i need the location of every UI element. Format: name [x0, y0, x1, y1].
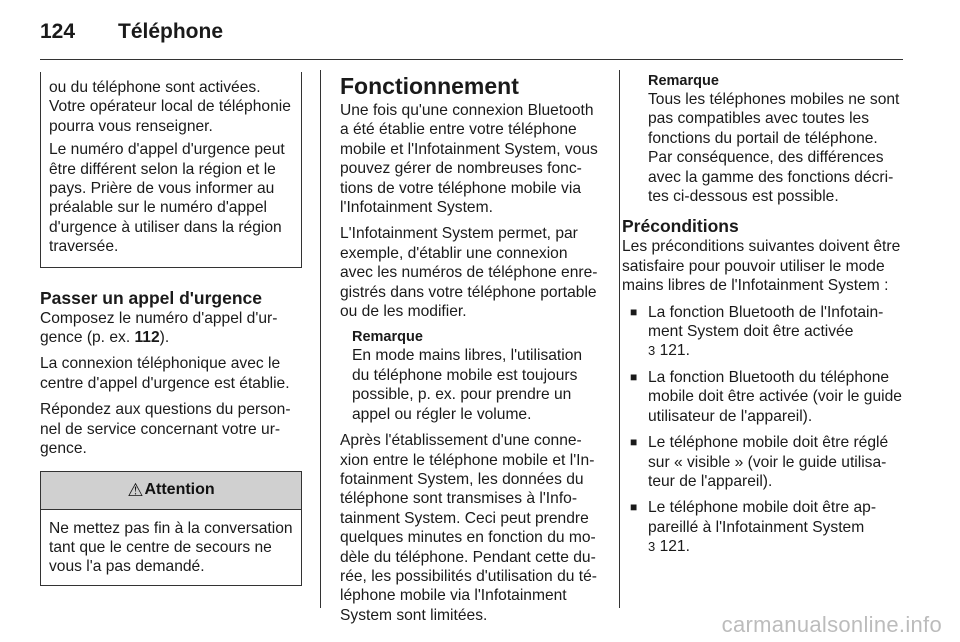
watermark: carmanualsonline.info — [721, 612, 942, 637]
square-bullet-icon: ■ — [630, 369, 638, 384]
attention-header — [41, 472, 301, 510]
section-heading-operation: Fonctionnement — [340, 73, 519, 99]
note-text: Tous les téléphones mobiles ne sont pas compatibles avec toutes les fonctions du portail de téléphone. Par conséquence, des différences avec la gamme des fonctions décrites ci-dessous est possible. — [648, 91, 900, 206]
paragraph: Une fois qu'une connexion Bluetooth a été établie entre votre téléphone mobile et l'Infotainment System, vous pouvez gérer de nombreuses fonctions de votre téléphone mobile via l'Infotainment System. — [340, 102, 598, 217]
note-block — [340, 328, 603, 424]
column-divider-right — [619, 70, 620, 608]
page-reference-icon: 3 — [648, 343, 656, 359]
box-paragraph: Le numéro d'appel d'urgence peut être différent selon la région et le pays. Prière de vous informer au préalable sur le numéro d'appel d'urgence à utiliser dans la région traversée. — [49, 141, 285, 256]
precondition-list — [622, 303, 904, 557]
list-item: ■ Le téléphone mobile doit être appareillé à l'Infotainment System 3 121. — [630, 499, 877, 556]
attention-box — [40, 471, 302, 586]
attention-body — [41, 510, 301, 585]
note-block — [622, 72, 904, 206]
page-reference-icon: 3 — [648, 539, 656, 555]
paragraph: L'Infotainment System permet, par exemple, d'établir une connexion avec les numéros de téléphone enregistrés dans votre téléphone portable ou de les modifier. — [340, 225, 598, 321]
paragraph: Les préconditions suivantes doivent être satisfaire pour pouvoir utiliser le mode mains libres de l'Infotainment System : — [622, 238, 901, 295]
list-item: ■ La fonction Bluetooth de l'Infotainment System doit être activée 3 121. — [630, 303, 884, 360]
square-bullet-icon: ■ — [630, 435, 638, 450]
page-reference[interactable]: 121. — [659, 342, 690, 360]
emergency-number: 112 — [134, 329, 160, 347]
warning-triangle-icon: ⚠ — [127, 479, 144, 500]
chapter-title: Téléphone — [118, 20, 224, 43]
paragraph: La connexion téléphonique avec le centre d'appel d'urgence est établie. — [40, 355, 290, 392]
attention-text: Ne mettez pas fin à la conversation tant que le centre de secours ne vous l'a pas demandé. — [49, 519, 293, 576]
column-3 — [622, 72, 904, 564]
column-divider-left — [320, 70, 321, 608]
square-bullet-icon: ■ — [630, 500, 638, 515]
paragraph: Répondez aux questions du personnel de service concernant votre urgence. — [40, 401, 291, 458]
page-number: 124 — [40, 20, 76, 43]
section-heading-emergency-call: Passer un appel d'urgence — [40, 287, 263, 308]
list-item: ■ Le téléphone mobile doit être réglé sur « visible » (voir le guide utilisateur de l'appareil). — [630, 434, 889, 490]
note-label: Remarque — [352, 329, 423, 346]
page-header — [40, 20, 920, 60]
paragraph: Composez le numéro d'appel d'urgence (p. ex. 112). — [40, 309, 278, 347]
note-label: Remarque — [648, 73, 719, 89]
column-2 — [340, 72, 603, 632]
square-bullet-icon: ■ — [630, 304, 638, 319]
paragraph: Après l'établissement d'une connexion entre le téléphone mobile et l'Infotainment System, les données du téléphone sont transmises à l'Infotainment System. Ceci peut prendre quelques minutes en fonction du modèle du téléphone. Pendant cette durée, les possibilités d'utilisation du téléphone mobile via l'Infotainment System sont limitées. — [340, 432, 597, 624]
attention-title: Attention — [144, 481, 215, 498]
list-item: ■ La fonction Bluetooth du téléphone mobile doit être activée (voir le guide utilisateur de l'appareil). — [630, 368, 902, 425]
continued-warning-box — [40, 72, 302, 268]
column-1 — [40, 72, 302, 586]
note-text: En mode mains libres, l'utilisation du téléphone mobile est toujours possible, p. ex. pour prendre un appel ou régler le volume. — [352, 347, 583, 423]
page-reference[interactable]: 121. — [659, 538, 690, 556]
header-rule — [40, 59, 903, 60]
section-heading-preconditions: Préconditions — [622, 216, 739, 237]
box-paragraph: ou du téléphone sont activées. Votre opérateur local de téléphonie pourra vous renseigner. — [49, 79, 291, 135]
